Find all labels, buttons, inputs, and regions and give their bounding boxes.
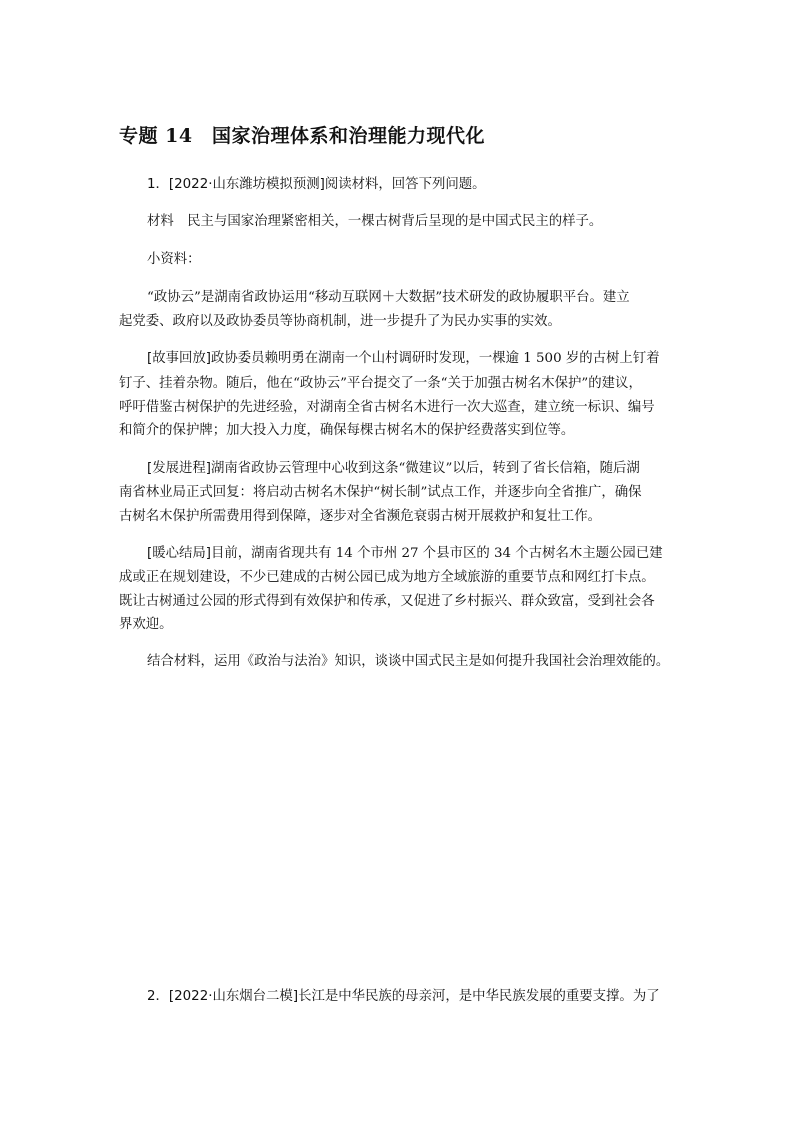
- paragraph-4-line-4: 界欢迎。: [119, 617, 173, 632]
- paragraph-4-line-3: 既让古树通过公园的形式得到有效保护和传承，又促进了乡村振兴、群众致富，受到社会各: [119, 594, 655, 609]
- question-text: 长江是中华民族的母亲河，是中华民族发展的重要支撑。为了: [298, 989, 660, 1004]
- paragraph-3-line-2: 南省林业局正式回复：将启动古树名木保护“树长制”试点工作，并逐步向全省推广，确保: [119, 485, 642, 500]
- question-source: [2022·山东烟台二模]: [168, 989, 299, 1004]
- page-title: 专题 14 国家治理体系和治理能力现代化: [119, 125, 486, 147]
- paragraph-4-line-1: [147, 544, 707, 564]
- paragraph-4-line-2: 成或正在规划建设，不少已建成的古树公园已成为地方全域旅游的重要节点和网红打卡点。: [119, 570, 655, 585]
- paragraph-2-line-3: 呼吁借鉴古树保护的先进经验，对湖南全省古树名木进行一次大巡查，建立统一标识、编号: [119, 400, 655, 415]
- story-review-tag: [故事回放]: [147, 351, 212, 366]
- question-number: 1．: [147, 177, 169, 192]
- small-info-label: 小资料：: [147, 252, 201, 267]
- paragraph-1-line-2: 起党委、政府以及政协委员等协商机制，进一步提升了为民办实事的实效。: [119, 314, 561, 329]
- paragraph-4-text: 目前，湖南省现共有 14 个市州 27 个县市区的 34 个古树名木主题公园已建: [211, 546, 663, 561]
- paragraph-3-text: 湖南省政协云管理中心收到这条“微建议”以后，转到了省长信箱，随后湖: [211, 461, 640, 476]
- development-tag: [发展进程]: [147, 461, 212, 476]
- paragraph-2-line-1: [147, 349, 707, 369]
- question-number: 2．: [147, 989, 169, 1004]
- material-spacer: [174, 214, 187, 229]
- question-1-header: [147, 175, 707, 195]
- paragraph-2-line-2: 钉子、挂着杂物。随后，他在“政协云”平台提交了一条“关于加强古树名木保护”的建议，: [119, 376, 642, 391]
- material-line: [147, 212, 707, 232]
- paragraph-2-line-4: 和简介的保护牌；加大投入力度，确保每棵古树名木的保护经费落实到位等。: [119, 423, 575, 438]
- paragraph-3-line-3: 古树名木保护所需费用得到保障，逐步对全省濒危衰弱古树开展救护和复壮工作。: [119, 509, 602, 524]
- paragraph-2-text: 政协委员赖明勇在湖南一个山村调研时发现，一棵逾 1 500 岁的古树上钉着: [211, 351, 660, 366]
- warm-ending-tag: [暖心结局]: [147, 546, 212, 561]
- question-prompt: 阅读材料，回答下列问题。: [324, 177, 486, 192]
- question-2-header: [147, 987, 707, 1007]
- material-text: 民主与国家治理紧密相关，一棵古树背后呈现的是中国式民主的样子。: [187, 214, 603, 229]
- question-task: 结合材料，运用《政治与法治》知识，谈谈中国式民主是如何提升我国社会治理效能的。: [147, 654, 670, 669]
- question-source: [2022·山东潍坊模拟预测]: [168, 177, 325, 192]
- paragraph-1-line-1: “政协云”是湖南省政协运用“移动互联网＋大数据”技术研发的政协履职平台。建立: [147, 290, 630, 305]
- paragraph-3-line-1: [147, 459, 707, 479]
- material-label: 材料: [147, 214, 174, 229]
